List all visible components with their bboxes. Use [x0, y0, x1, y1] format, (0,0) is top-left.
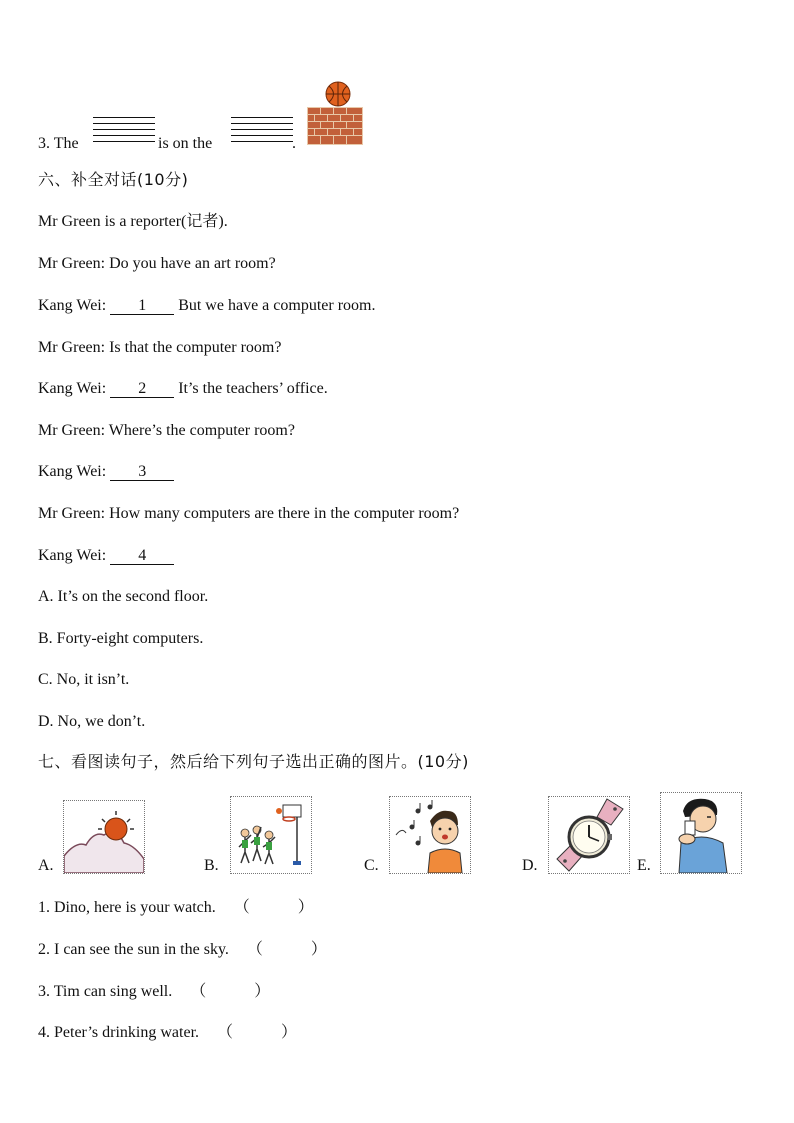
option-d: D. No, we don’t.	[38, 713, 146, 730]
answer-paren-4[interactable]: （ ）	[217, 1024, 298, 1041]
dialog-line-4	[38, 379, 328, 399]
answer-paren-2[interactable]: （ ）	[246, 941, 327, 958]
q3-prefix: 3. The	[38, 135, 79, 152]
answer-paren-3[interactable]: （ ）	[190, 983, 271, 1000]
question-1: 1. Dino, here is your watch. （ ）	[38, 899, 314, 916]
speaker-label: Kang Wei:	[38, 463, 107, 480]
sun-icon	[105, 818, 127, 840]
pic-label-d: D.	[522, 857, 538, 874]
boy-singing-picture[interactable]	[389, 796, 471, 874]
dialog-line-1: Mr Green: Do you have an art room?	[38, 255, 276, 272]
q3-period: .	[292, 135, 296, 152]
q3-middle: is on the	[158, 135, 213, 152]
q3-line	[38, 134, 79, 154]
ball-on-wall-picture	[305, 81, 365, 147]
dialog-blank-2[interactable]: 2	[110, 381, 174, 398]
dialog-line-8	[38, 546, 174, 566]
basketball-players-picture[interactable]	[230, 796, 312, 874]
answer-paren-1[interactable]: （ ）	[233, 899, 314, 916]
option-c: C. No, it isn’t.	[38, 671, 130, 688]
question-3: 3. Tim can sing well. （ ）	[38, 983, 271, 1000]
boy-drinking-picture[interactable]	[660, 792, 742, 874]
pic-label-a: A.	[38, 857, 54, 874]
cup-icon	[685, 821, 695, 835]
dialog-line-5: Mr Green: Where’s the computer room?	[38, 422, 295, 439]
section6-title: 六、补全对话(10分)	[38, 170, 189, 189]
question-4: 4. Peter’s drinking water. （ ）	[38, 1024, 298, 1041]
boy-face-icon	[432, 818, 458, 844]
pic-label-e: E.	[637, 857, 651, 874]
speaker-label: Kang Wei:	[38, 297, 107, 314]
answer-blank-2[interactable]	[231, 117, 293, 147]
dialog-blank-3[interactable]: 3	[110, 464, 174, 481]
question-2: 2. I can see the sun in the sky. （ ）	[38, 941, 327, 958]
speaker-label: Kang Wei:	[38, 380, 107, 397]
option-a: A. It’s on the second floor.	[38, 588, 209, 605]
dialog-line-2	[38, 296, 375, 316]
section7-title: 七、看图读句子，然后给下列句子选出正确的图片。(10分)	[38, 752, 469, 771]
sun-mountain-picture[interactable]	[63, 800, 145, 874]
section6-intro: Mr Green is a reporter(记者).	[38, 213, 228, 230]
pic-label-c: C.	[364, 857, 379, 874]
answer-blank-1[interactable]	[93, 117, 155, 147]
dialog-line-6	[38, 462, 174, 482]
pic-label-b: B.	[204, 857, 219, 874]
dialog-line-3: Mr Green: Is that the computer room?	[38, 339, 282, 356]
watch-picture[interactable]	[548, 796, 630, 874]
dialog-after-text: But we have a computer room.	[178, 297, 376, 314]
dialog-blank-4[interactable]: 4	[110, 548, 174, 565]
dialog-blank-1[interactable]: 1	[110, 298, 174, 315]
speaker-label: Kang Wei:	[38, 547, 107, 564]
dialog-line-7: Mr Green: How many computers are there in the computer room?	[38, 505, 460, 522]
dialog-after-text: It’s the teachers’ office.	[178, 380, 328, 397]
option-b: B. Forty-eight computers.	[38, 630, 204, 647]
brick-wall-icon	[307, 107, 363, 145]
